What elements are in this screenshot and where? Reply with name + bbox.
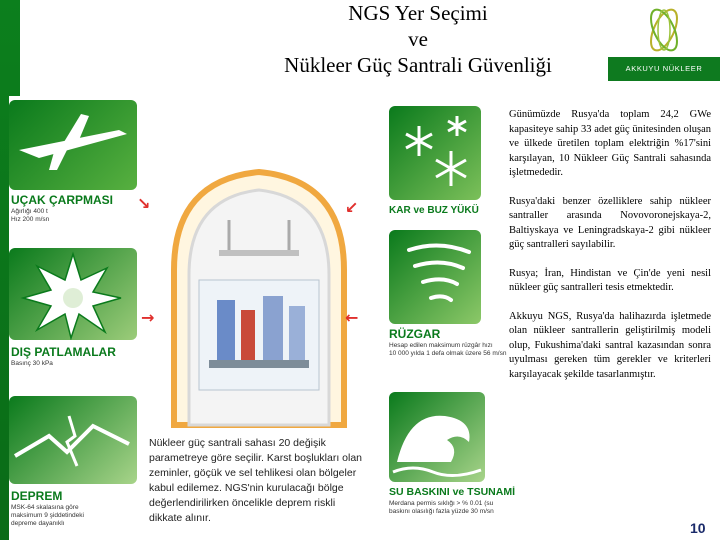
tile-sub-earthquake-3: depreme dayanıklı (11, 520, 65, 527)
tile-external-explosion (9, 248, 137, 340)
title-line-3: Nükleer Güç Santrali Güvenliği (284, 53, 552, 77)
tornado-icon (389, 230, 481, 324)
tile-label-flood: SU BASKINI ve TSUNAMİ (389, 486, 516, 498)
tile-sub-wind-2: 10 000 yılda 1 defa olmak üzere 56 m/sn (389, 350, 507, 357)
snowflake-icon (389, 106, 481, 200)
tile-flood-tsunami (389, 392, 485, 482)
page-number: 10 (690, 520, 706, 536)
safety-infographic (9, 96, 516, 540)
tile-snow-ice (389, 106, 481, 200)
tile-label-explosion: DIŞ PATLAMALAR (11, 345, 116, 359)
tile-label-aircraft: UÇAK ÇARPMASI (11, 193, 113, 207)
tile-sub-flood-1: Merdana permis sıklığı > % 0.01 (su (389, 500, 494, 507)
tile-sub-aircraft-1: Ağırlığı 400 t (11, 208, 48, 215)
logo-leaf-icon (606, 0, 720, 60)
tile-sub-explosion-1: Basınç 30 kPa (11, 360, 53, 367)
tile-sub-flood-2: baskını olasılığı fazla yüzde 30 m/sn (389, 508, 494, 515)
infographic-caption: Nükleer güç santrali sahası 20 değişik parametreye göre seçilir. Karst boşlukları olan zeminler, göçük ve sel tehlikesi olan bölgeler kabul edilemez. NGS'nin kurulacağı bölge değerlendirilirken öncelikle deprem riskli dikkate alınır. (149, 437, 363, 524)
tile-label-earthquake: DEPREM (11, 489, 63, 503)
arrow-icon: ← (345, 308, 359, 327)
paragraph-3: Rusya; İran, Hindistan ve Çin'de yeni nesil nükleer güç santralleri tesis etmektedir. (509, 267, 711, 293)
arrow-icon: → (141, 308, 155, 327)
slide-title (248, 0, 588, 78)
title-line-1: NGS Yer Seçimi (348, 1, 488, 25)
paragraph-1: Günümüzde Rusya'da toplam 24,2 GWe kapasiteye sahip 33 adet güç ünitesinden oluşan ve ülkede üretilen toplam elektriğin %17'sini karşılayan, 10 Nükleer Güç Santrali sahasında işletmededir. (509, 109, 711, 178)
paragraph-4: Akkuyu NGS, Rusya'da halihazırda işletmede olan nükleer santrallerin geliştirilmiş modeli olup, Fukushima'daki santral kazasından sonra uyulması gereken tüm gerekler ve kriterleri karşılayacak şekilde tasarlanmıştır. (509, 310, 711, 380)
tile-sub-earthquake-1: MSK-64 skalasına göre (11, 504, 79, 511)
tile-earthquake (9, 396, 137, 484)
tile-wind (389, 230, 481, 324)
reactor-building-icon (159, 160, 359, 430)
airplane-icon (9, 100, 137, 190)
wave-icon (389, 392, 485, 482)
paragraph-2: Rusya'daki benzer özelliklere sahip nükleer santraller arasında Novovoronejskaya-2, Baltiyskaya ve Leningradskaya-2 gibi nükleer güç santralleri sayılabilir. (509, 195, 711, 250)
arrow-icon: ↘ (137, 194, 151, 213)
explosion-icon (9, 248, 137, 340)
tile-label-wind: RÜZGAR (389, 327, 441, 341)
body-text (509, 108, 711, 396)
tile-sub-aircraft-2: Hız 200 m/sn (11, 216, 50, 223)
tile-sub-earthquake-2: maksimum 9 şiddetindeki (11, 512, 84, 519)
tile-aircraft-impact (9, 100, 137, 190)
tile-sub-wind-1: Hesap edilen maksimum rüzgâr hızı (389, 342, 493, 349)
earthquake-icon (9, 396, 137, 484)
title-line-2: ve (408, 27, 428, 51)
logo-text: AKKUYU NÜKLEER (625, 64, 703, 73)
tile-label-snow: KAR ve BUZ YÜKÜ (389, 205, 479, 216)
arrow-icon: ↙ (345, 198, 359, 217)
